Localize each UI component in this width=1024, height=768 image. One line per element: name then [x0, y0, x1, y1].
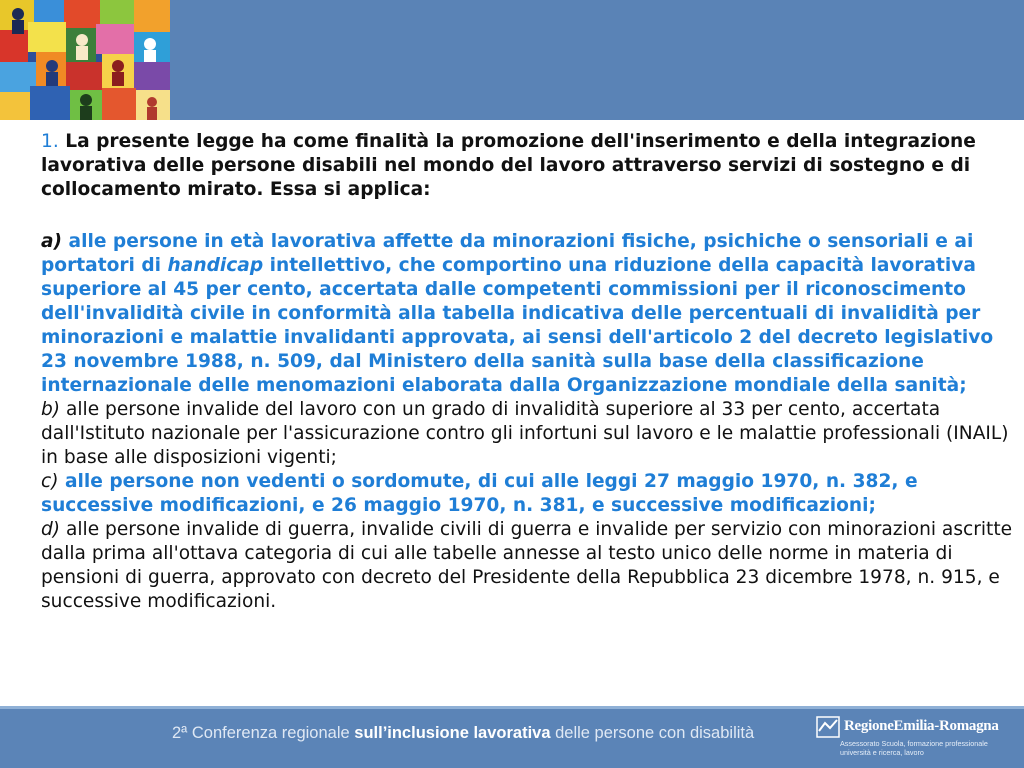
item-b-marker: b): [41, 399, 61, 420]
conference-ordinal: 2ª: [172, 724, 188, 742]
regione-emilia-romagna-logo-icon: [816, 716, 840, 738]
item-d: [41, 518, 1016, 614]
item-b: [41, 398, 1016, 470]
item-a-text2: intellettivo, che comportino una riduzione della capacità lavorativa superiore al 45 per cento, accertata dalle competenti commissioni per il riconoscimento dell'invalidità civile in conformità alla tabella indicativa delle percentuali di invalidità per minorazioni e malattie invalidanti approvata, ai sensi dell'articolo 2 del decreto legislativo 23 novembre 1988, n. 509, dal Ministero della sanità sulla base della classificazione internazionale delle menomazioni elaborata dalla Organizzazione mondiale della sanità;: [41, 255, 994, 396]
region-name: RegioneEmilia-Romagna: [844, 718, 999, 734]
intro-text: La presente legge ha come finalità la promozione dell'inserimento e della integrazione lavorativa delle persone disabili nel mondo del lavoro attraverso servizi di sostegno e di collocamento mirato. Essa si applica:: [41, 131, 976, 200]
conference-part3: delle persone con disabilità: [555, 724, 755, 742]
footer-band: [0, 706, 1024, 768]
region-department-line1: Assessorato Scuola, formazione professionale: [840, 739, 988, 748]
region-logo: [816, 716, 1016, 764]
item-c: [41, 470, 1016, 518]
intro-paragraph: [41, 130, 1016, 202]
item-c-text: alle persone non vedenti o sordomute, di cui alle leggi 27 maggio 1970, n. 382, e successive modificazioni, e 26 maggio 1970, n. 381, e successive modificazioni;: [41, 471, 918, 516]
item-b-text: alle persone invalide del lavoro con un grado di invalidità superiore al 33 per cento, accertata dall'Istituto nazionale per l'assicurazione contro gli infortuni sul lavoro e le malattie professionali (INAIL) in base alle disposizioni vigenti;: [41, 399, 1009, 468]
region-department-line2: università e ricerca, lavoro: [840, 748, 924, 757]
item-a-marker: a): [41, 231, 63, 252]
conference-part1: Conferenza regionale: [191, 724, 350, 742]
item-d-text: alle persone invalide di guerra, invalide civili di guerra e invalide per servizio con minorazioni ascritte dalla prima all'ottava categoria di cui alle tabelle annesse al testo unico delle norme in materia di pensioni di guerra, approvato con decreto del Presidente della Repubblica 23 dicembre 1978, n. 915, e successive modificazioni.: [41, 519, 1013, 612]
conference-title: [172, 724, 754, 743]
law-text: [41, 130, 1016, 614]
people-mosaic-icon: [0, 0, 170, 120]
item-a-italic: handicap: [167, 255, 264, 276]
conference-part2: sull’inclusione lavorativa: [354, 724, 551, 742]
paragraph-number: 1.: [41, 131, 59, 152]
item-a: [41, 230, 1016, 398]
item-d-marker: d): [41, 519, 61, 540]
mosaic-illustration: [0, 0, 170, 120]
region-department: [840, 739, 988, 757]
item-c-marker: c): [41, 471, 59, 492]
item-a-text1: alle persone in età lavorativa affette da minorazioni fisiche, psichiche o sensoriali e ai portatori di: [41, 231, 974, 276]
